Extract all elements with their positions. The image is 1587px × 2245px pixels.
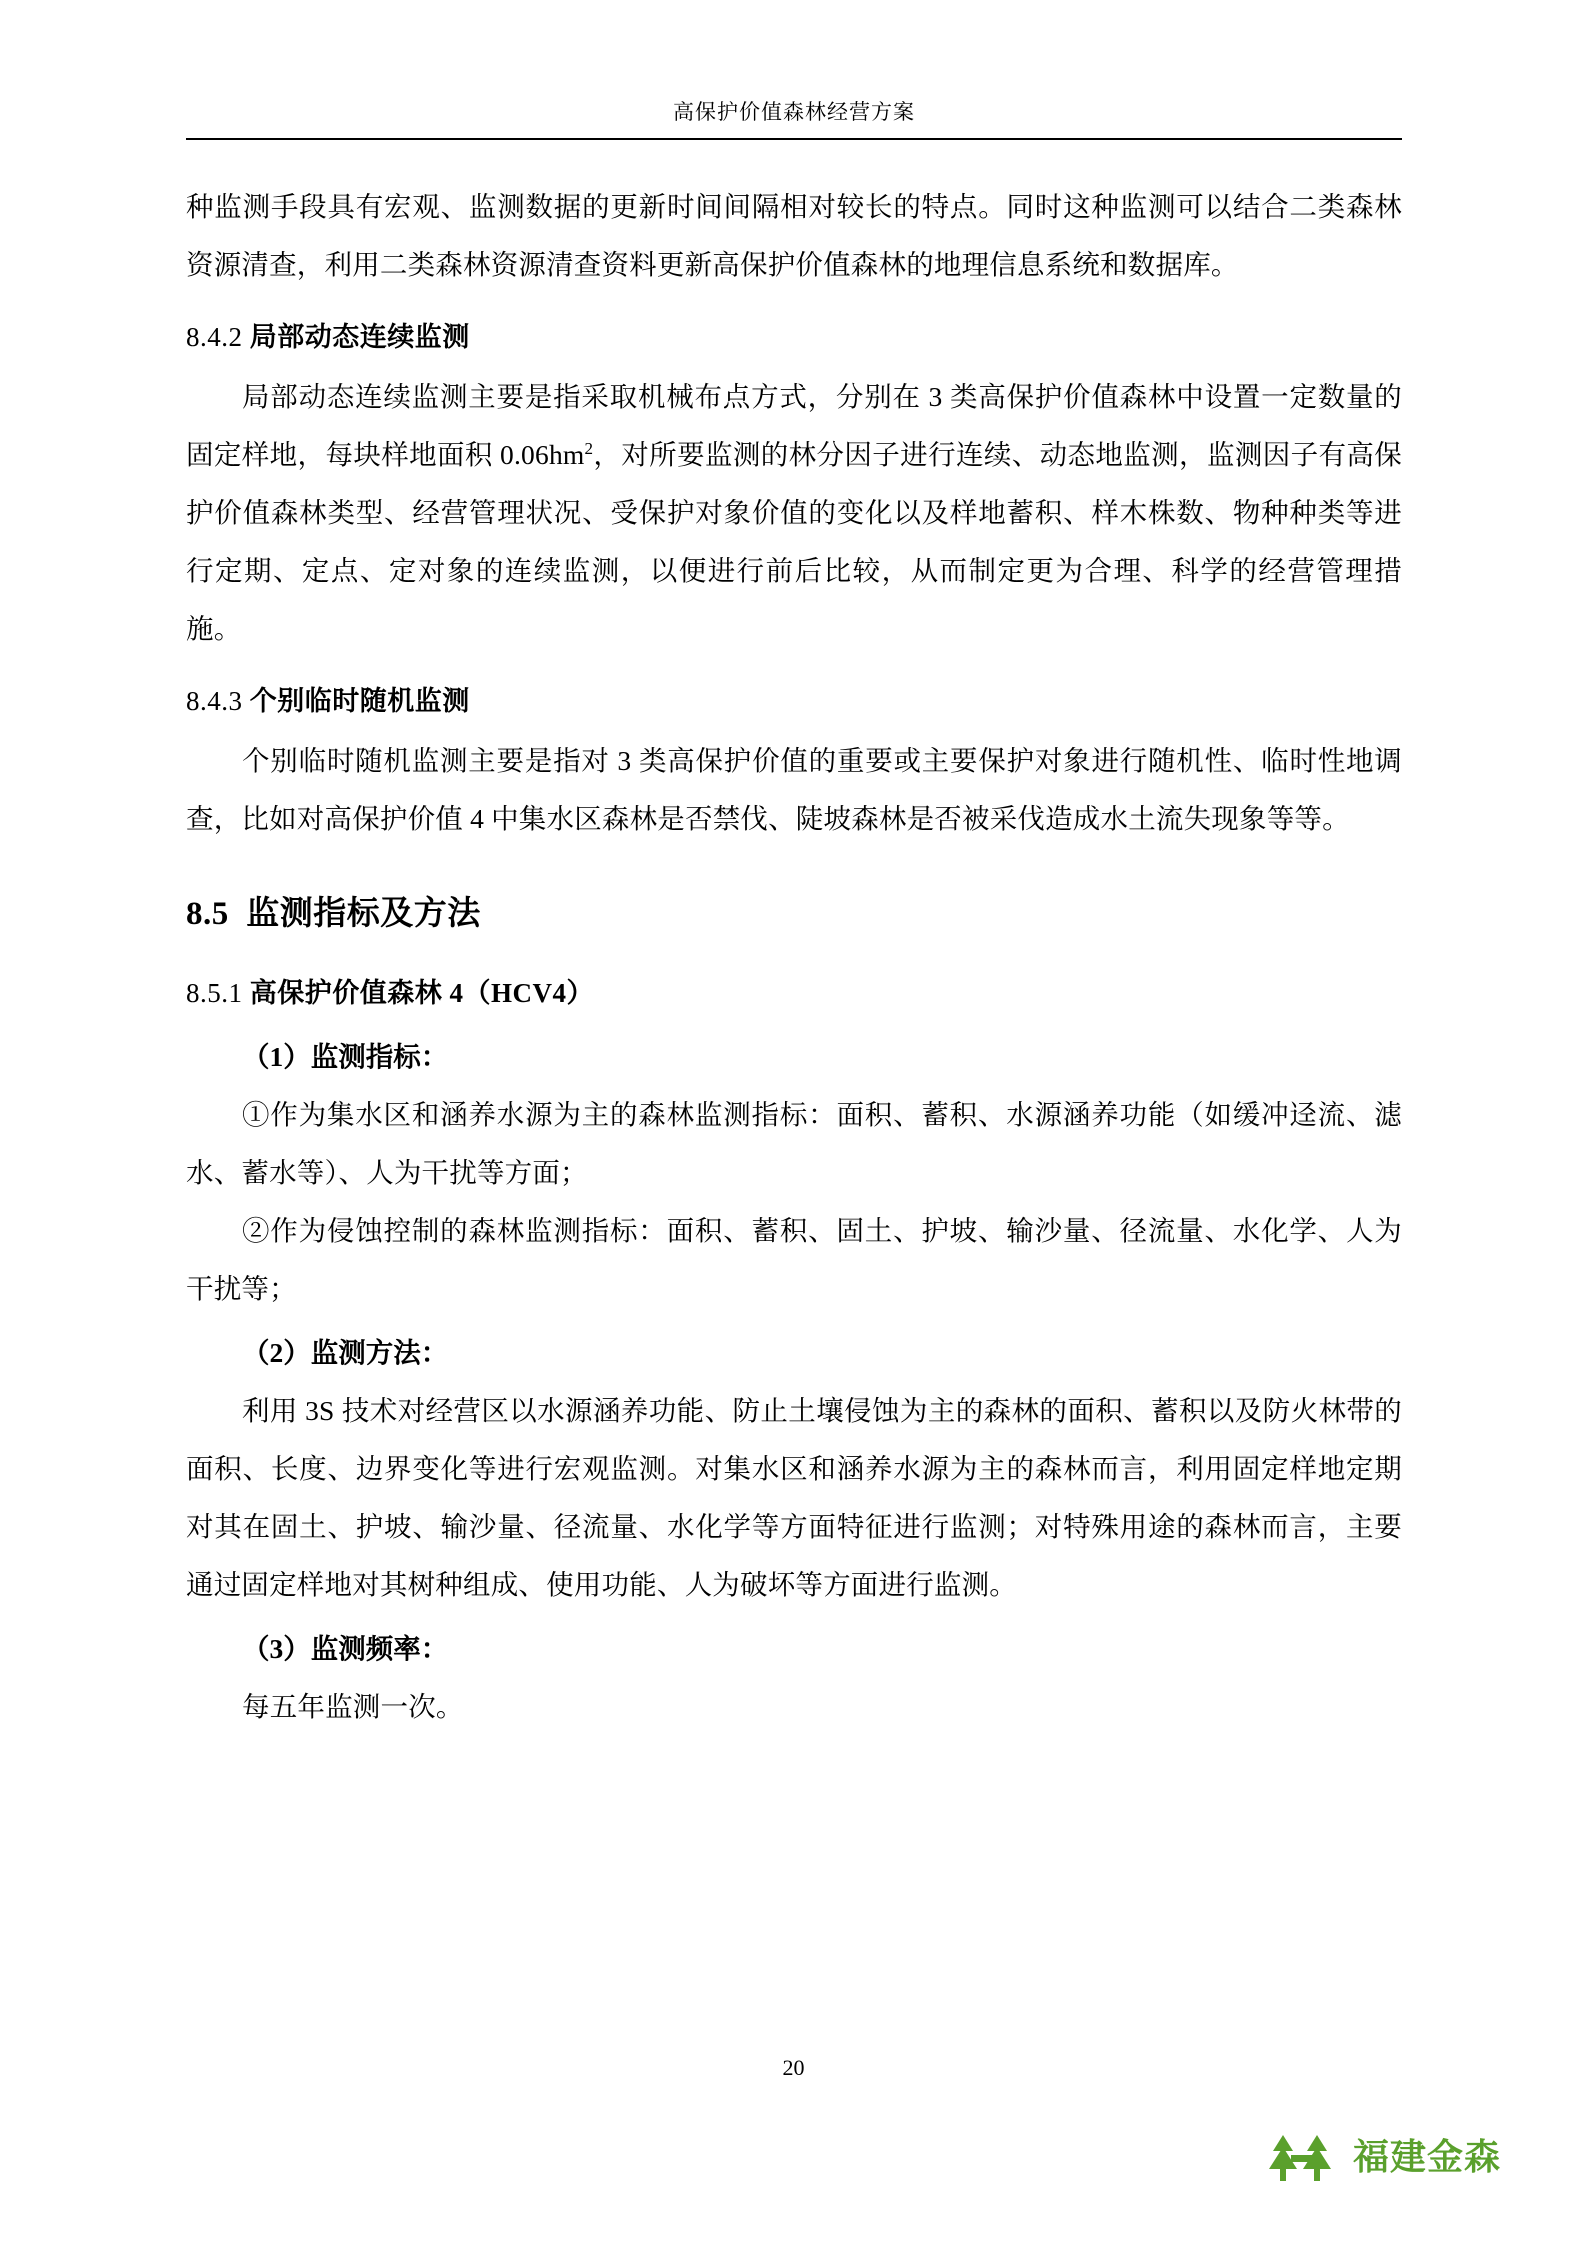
label-monitoring-methods: （2）监测方法：: [242, 1337, 449, 1368]
paragraph-8-4-3: 个别临时随机监测主要是指对 3 类高保护价值的重要或主要保护对象进行随机性、临时性地调查，比如对高保护价值 4 中集水区森林是否禁伐、陡坡森林是否被采伐造成水土流失现象等等。: [186, 745, 1402, 834]
label-monitoring-frequency: （3）监测频率：: [242, 1633, 449, 1664]
heading-8-4-3: [186, 672, 1402, 730]
heading-8-5-title: 监测指标及方法: [246, 896, 481, 932]
heading-8-5: [186, 882, 1402, 946]
paragraph-8-4-2: [186, 368, 1402, 658]
company-logo: [1267, 2121, 1501, 2187]
page-number: 20: [782, 2055, 805, 2080]
heading-8-4-2: [186, 308, 1402, 366]
page-header-title: 高保护价值森林经营方案: [673, 100, 915, 124]
tree-logo-icon: [1267, 2121, 1343, 2187]
paragraph-indicator-1: ①作为集水区和涵养水源为主的森林监测指标：面积、蓄积、水源涵养功能（如缓冲迳流、滤水、蓄水等）、人为干扰等方面；: [186, 1099, 1402, 1188]
paragraph-continued: 种监测手段具有宏观、监测数据的更新时间间隔相对较长的特点。同时这种监测可以结合二类森林资源清查，利用二类森林资源清查资料更新高保护价值森林的地理信息系统和数据库。: [186, 191, 1402, 280]
heading-8-5-1-title: 高保护价值森林 4（HCV4）: [249, 978, 594, 1008]
paragraph-8-4-2-part-a: 局部动态连续监测主要是指采取机械布点方式，分别在 3 类高保护价值森林中设置一定数量的固定样地，每块样地面积 0.06hm: [186, 381, 1402, 470]
heading-8-4-3-number: 8.4.3: [186, 686, 243, 716]
heading-8-4-3-title: 个别临时随机监测: [249, 686, 470, 716]
company-name: 福建金森: [1352, 2135, 1501, 2177]
heading-8-5-1: [186, 964, 1402, 1022]
header-divider: [186, 138, 1402, 140]
paragraph-methods: 利用 3S 技术对经营区以水源涵养功能、防止土壤侵蚀为主的森林的面积、蓄积以及防火林带的面积、长度、边界变化等进行宏观监测。对集水区和涵养水源为主的森林而言，利用固定样地定期对其在固土、护坡、输沙量、径流量、水化学等方面特征进行监测；对特殊用途的森林而言，主要通过固定样地对其树种组成、使用功能、人为破坏等方面进行监测。: [186, 1395, 1402, 1600]
paragraph-8-4-2-part-b: ，对所要监测的林分因子进行连续、动态地监测，监测因子有高保护价值森林类型、经营管理状况、受保护对象价值的变化以及样地蓄积、样木株数、物种种类等进行定期、定点、定对象的连续监测，以便进行前后比较，从而制定更为合理、科学的经营管理措施。: [186, 439, 1402, 644]
heading-8-4-2-title: 局部动态连续监测: [249, 322, 470, 352]
unit-superscript: 2: [584, 438, 594, 458]
paragraph-frequency: 每五年监测一次。: [242, 1691, 464, 1722]
heading-8-5-1-number: 8.5.1: [186, 978, 243, 1008]
heading-8-5-number: 8.5: [186, 896, 229, 932]
heading-8-4-2-number: 8.4.2: [186, 322, 243, 352]
page-content: [186, 96, 1402, 1736]
paragraph-indicator-2: ②作为侵蚀控制的森林监测指标：面积、蓄积、固土、护坡、输沙量、径流量、水化学、人为干扰等；: [186, 1215, 1402, 1304]
label-monitoring-indicators: （1）监测指标：: [242, 1041, 449, 1072]
